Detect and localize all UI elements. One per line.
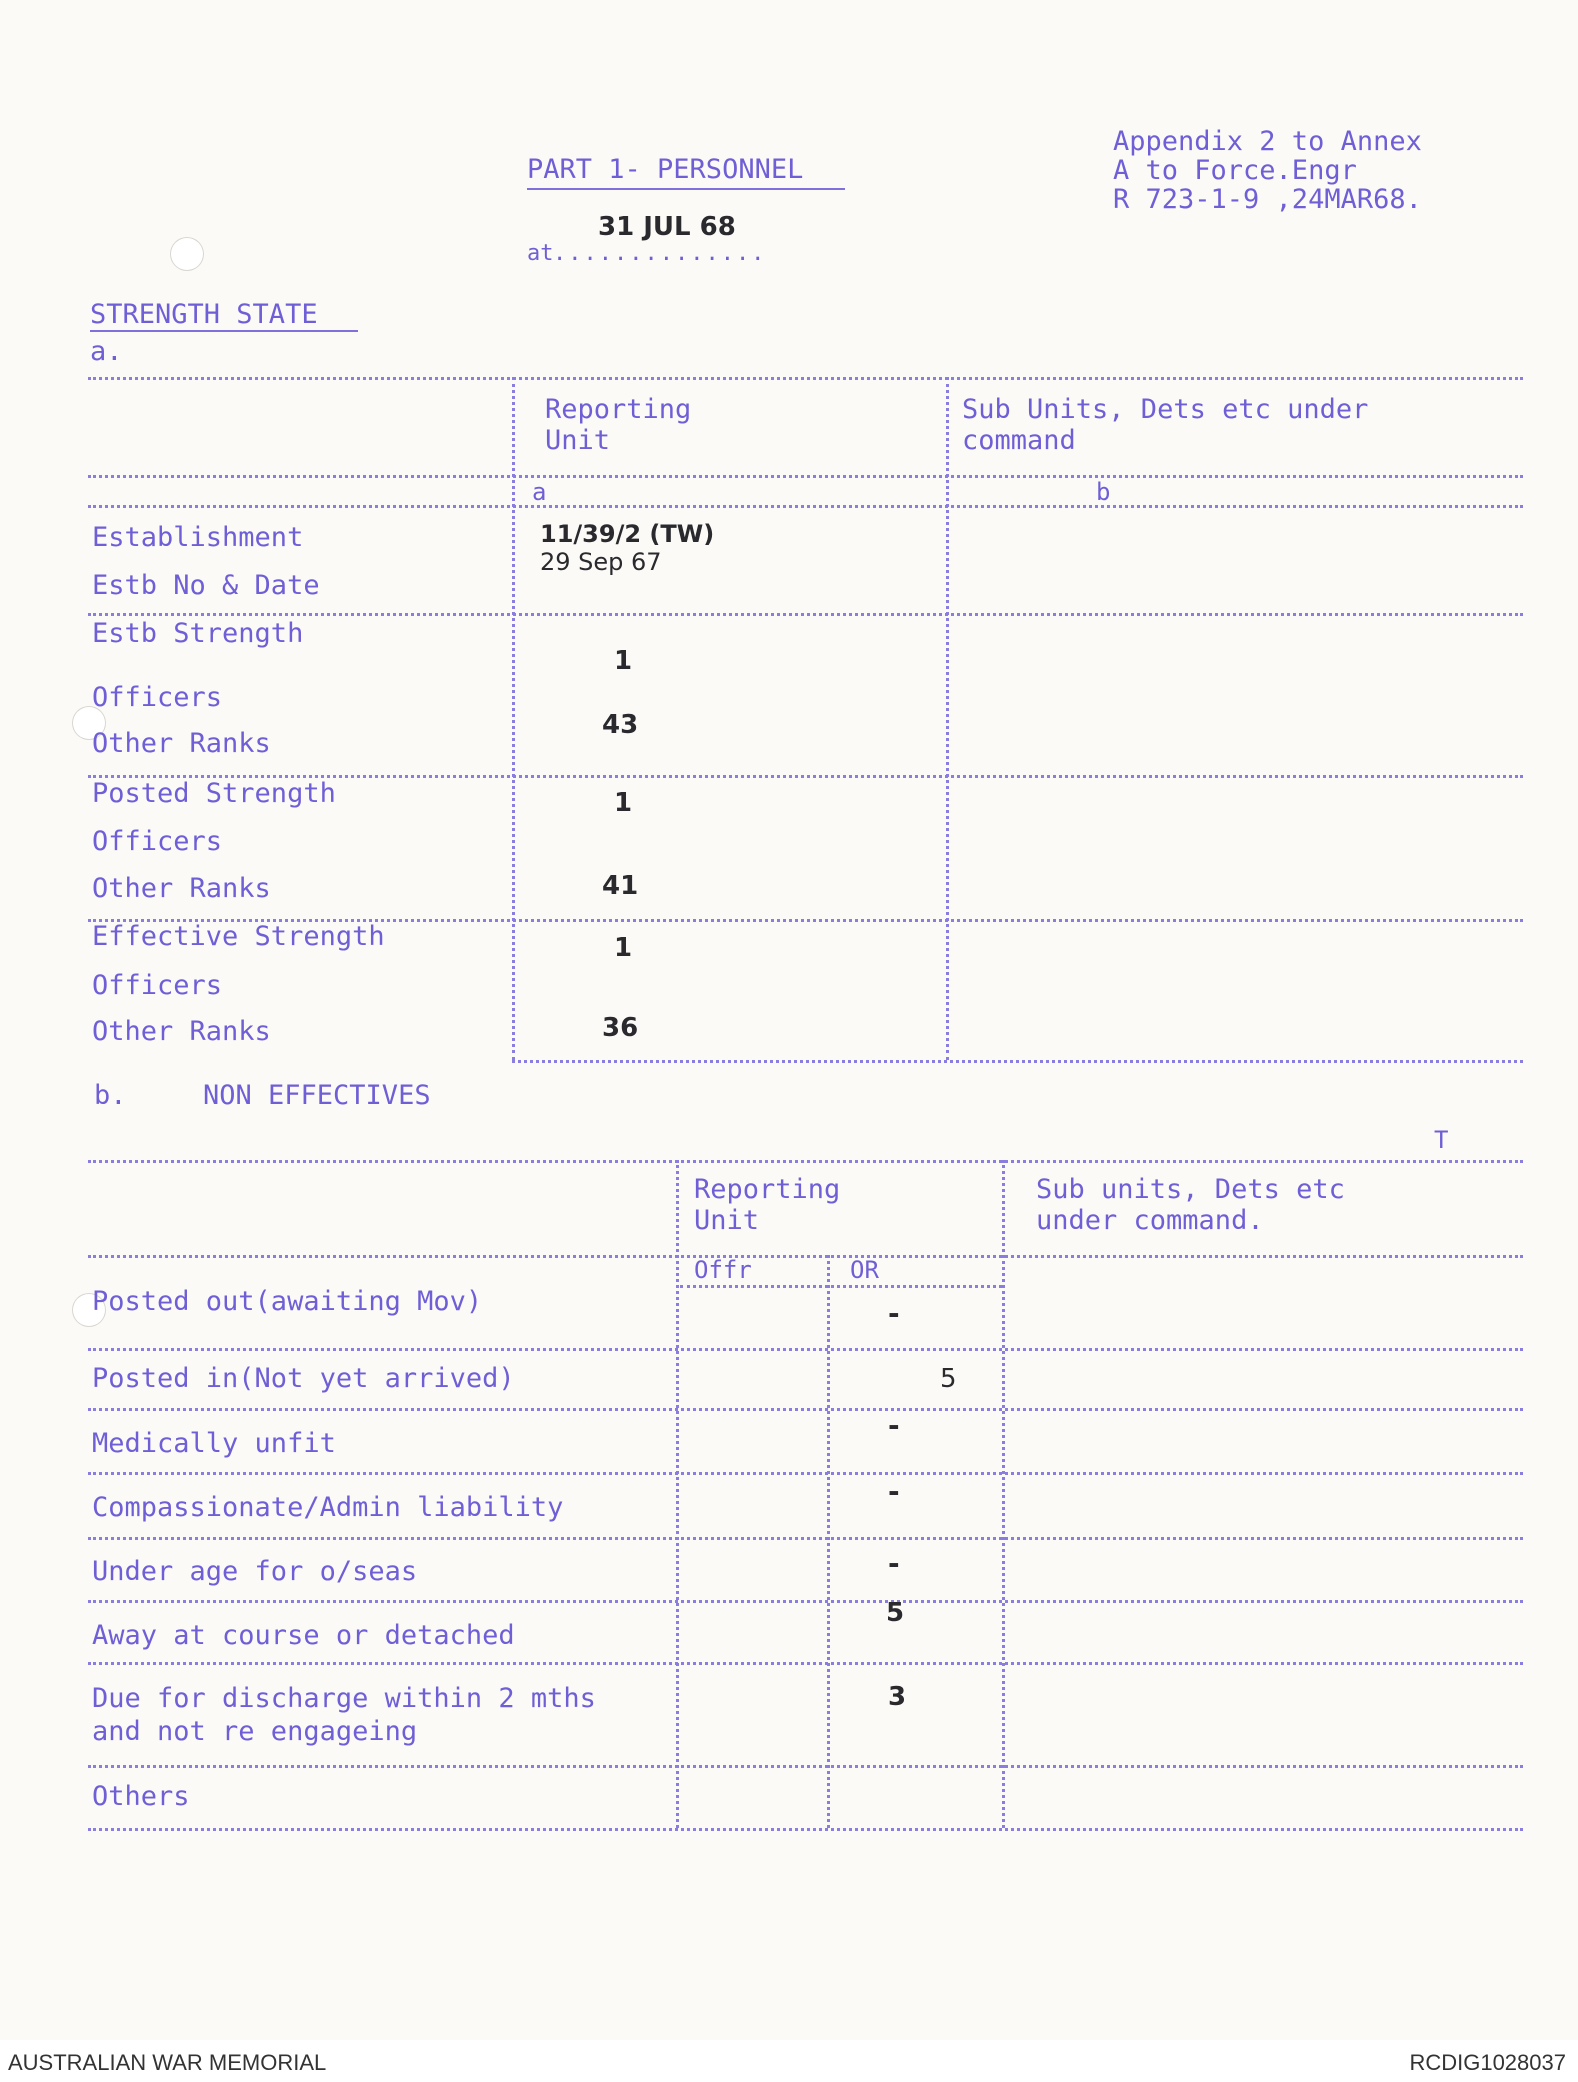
margin-mark: T bbox=[1434, 1126, 1449, 1154]
table-a-rule bbox=[88, 613, 1523, 616]
table-a-col-sub: Sub Units, Dets etc under bbox=[962, 394, 1369, 425]
table-b-rule bbox=[88, 1765, 1523, 1768]
table-a-col-reporting: Reporting bbox=[545, 394, 692, 425]
row-label: Posted Strength bbox=[92, 778, 336, 809]
page-title: PART 1- PERSONNEL bbox=[527, 154, 804, 185]
strength-heading-underline bbox=[90, 330, 358, 332]
table-b-rule bbox=[88, 1828, 1523, 1831]
table-a-rule bbox=[88, 377, 1523, 380]
row-label: Estb No & Date bbox=[92, 570, 320, 601]
posted-officers-value: 1 bbox=[614, 788, 633, 818]
or-value: - bbox=[888, 1475, 900, 1508]
row-label: Officers bbox=[92, 682, 223, 713]
or-value: 3 bbox=[888, 1682, 907, 1712]
appendix-line-3: R 723-1-9 ,24MAR68. bbox=[1113, 184, 1422, 215]
table-b-col-sub-2: under command. bbox=[1036, 1205, 1264, 1236]
table-a-col-a: a bbox=[532, 478, 547, 506]
row-label: Due for discharge within 2 mths bbox=[92, 1683, 596, 1714]
row-label: Other Ranks bbox=[92, 728, 271, 759]
table-b-rule bbox=[88, 1662, 1523, 1665]
table-b-rule bbox=[88, 1348, 1523, 1351]
appendix-line-2: A to Force.Engr bbox=[1113, 155, 1357, 186]
effective-or-value: 36 bbox=[602, 1013, 639, 1043]
table-b-col-or: OR bbox=[850, 1256, 879, 1284]
estb-or-value: 43 bbox=[602, 710, 639, 740]
row-label-line-2: and not re engageing bbox=[92, 1716, 418, 1747]
table-a-col-sub-2: command bbox=[962, 425, 1076, 456]
table-a-divider bbox=[512, 377, 515, 1060]
row-label: Posted in(Not yet arrived) bbox=[92, 1363, 515, 1394]
table-a-rule bbox=[88, 505, 1523, 508]
title-underline bbox=[527, 188, 845, 190]
table-a-col-reporting-2: Unit bbox=[545, 425, 611, 456]
posted-or-value: 41 bbox=[602, 871, 639, 901]
table-b-rule bbox=[88, 1472, 1523, 1475]
table-b-divider bbox=[827, 1255, 830, 1828]
strength-sub-label: a. bbox=[90, 336, 123, 367]
table-b-rule bbox=[88, 1408, 1523, 1411]
row-label: Compassionate/Admin liability bbox=[92, 1492, 564, 1523]
non-effectives-letter: b. bbox=[94, 1080, 127, 1111]
row-label: Medically unfit bbox=[92, 1428, 336, 1459]
row-label: Others bbox=[92, 1781, 190, 1812]
table-b-col-reporting-2: Unit bbox=[694, 1205, 760, 1236]
estb-date-value: 29 Sep 67 bbox=[540, 548, 662, 576]
or-value: 5 bbox=[886, 1598, 905, 1628]
date-dots: .............. bbox=[553, 241, 767, 266]
table-b-rule bbox=[88, 1160, 1523, 1163]
effective-officers-value: 1 bbox=[614, 933, 633, 963]
posted-in-extra-value: 5 bbox=[940, 1364, 957, 1394]
row-label: Posted out(awaiting Mov) bbox=[92, 1286, 483, 1317]
row-label: Officers bbox=[92, 970, 223, 1001]
row-label: Officers bbox=[92, 826, 223, 857]
table-a-col-b: b bbox=[1096, 478, 1111, 506]
footer-right: RCDIG1028037 bbox=[1409, 2050, 1566, 2075]
table-b-rule bbox=[88, 1600, 1523, 1603]
report-date: 31 JUL 68 bbox=[598, 212, 736, 242]
table-b-col-sub: Sub units, Dets etc bbox=[1036, 1174, 1345, 1205]
strength-heading: STRENGTH STATE bbox=[90, 299, 318, 330]
row-label: Under age for o/seas bbox=[92, 1556, 418, 1587]
or-value: - bbox=[888, 1547, 900, 1580]
row-label: Establishment bbox=[92, 522, 304, 553]
table-b-col-offr: Offr bbox=[694, 1256, 752, 1284]
table-b-divider bbox=[676, 1160, 679, 1828]
row-label: Away at course or detached bbox=[92, 1620, 515, 1651]
table-b-col-reporting: Reporting bbox=[694, 1174, 841, 1205]
row-label: Other Ranks bbox=[92, 873, 271, 904]
or-value: - bbox=[888, 1297, 900, 1330]
estb-officers-value: 1 bbox=[614, 646, 633, 676]
table-a-rule bbox=[512, 1060, 1523, 1063]
table-b-rule bbox=[88, 1537, 1523, 1540]
date-at-label: at bbox=[527, 241, 554, 266]
establishment-value: 11/39/2 (TW) bbox=[540, 520, 715, 548]
table-b-divider bbox=[1002, 1160, 1005, 1828]
non-effectives-heading: NON EFFECTIVES bbox=[203, 1080, 431, 1111]
footer-left: AUSTRALIAN WAR MEMORIAL bbox=[8, 2050, 327, 2075]
punch-hole bbox=[170, 237, 204, 271]
table-a-rule bbox=[88, 475, 1523, 478]
table-b-rule bbox=[680, 1285, 1002, 1288]
table-a-divider bbox=[946, 377, 949, 1060]
or-value: - bbox=[888, 1409, 900, 1442]
appendix-line-1: Appendix 2 to Annex bbox=[1113, 126, 1422, 157]
table-b-rule bbox=[88, 1255, 1523, 1258]
row-label: Other Ranks bbox=[92, 1016, 271, 1047]
row-label: Effective Strength bbox=[92, 921, 385, 952]
row-label: Estb Strength bbox=[92, 618, 304, 649]
